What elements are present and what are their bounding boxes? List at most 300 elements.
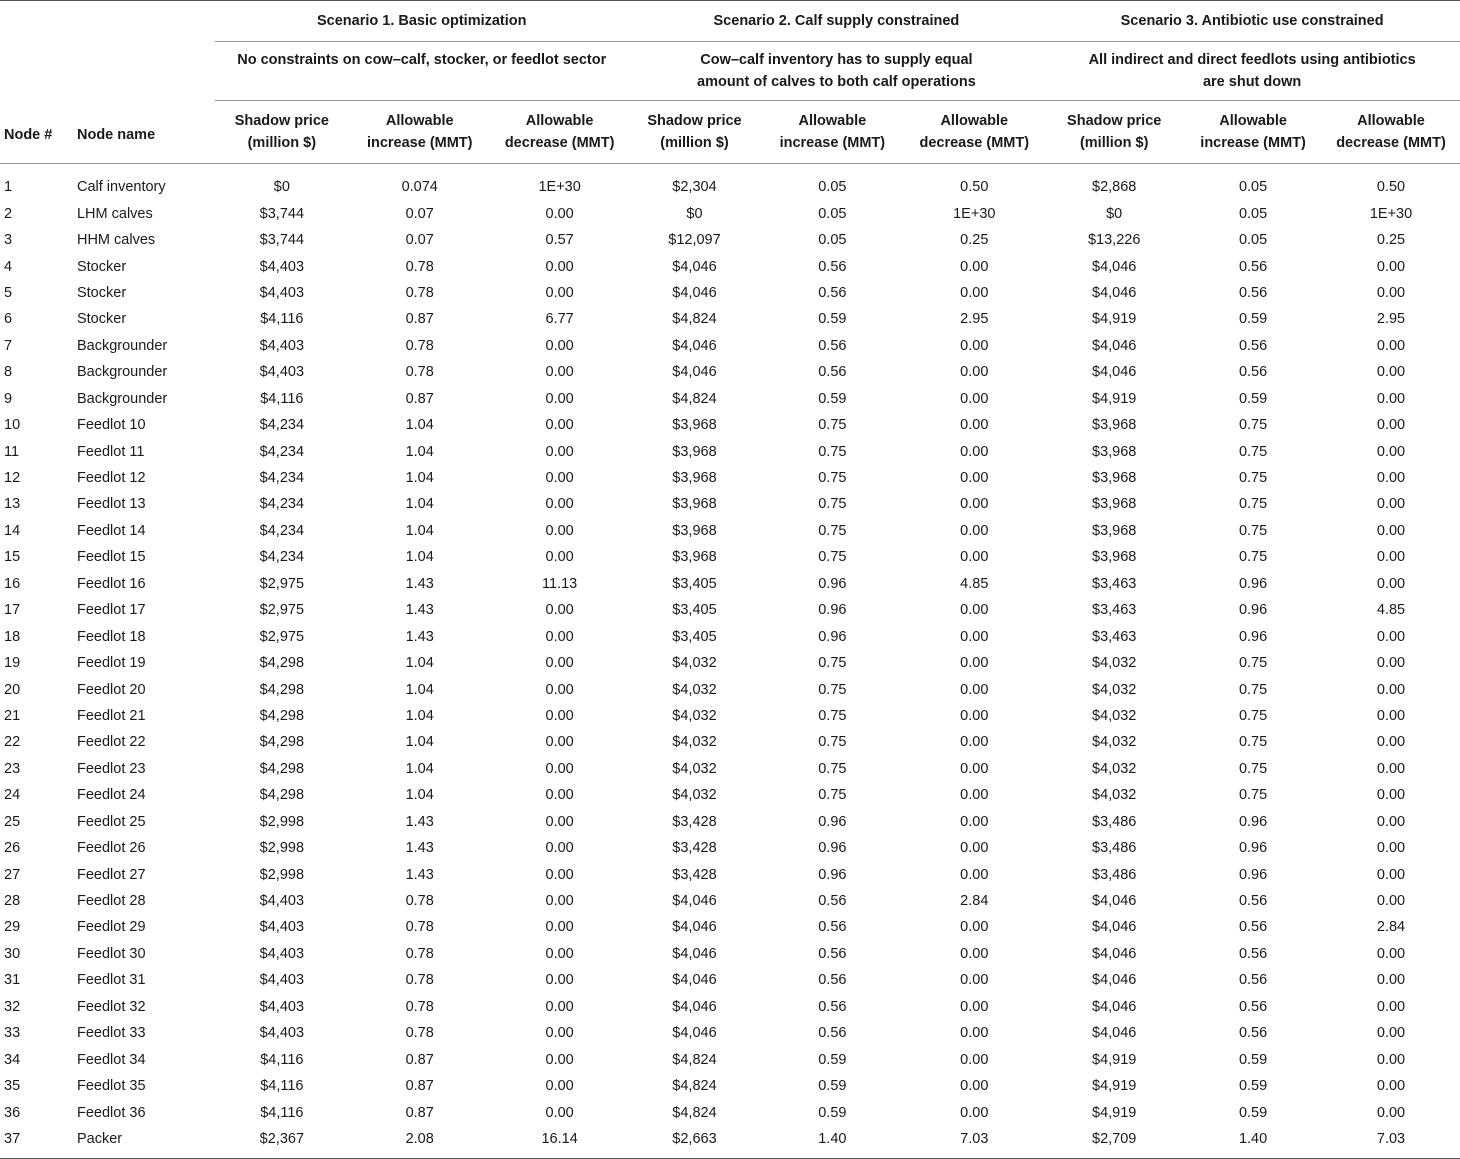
s2-shadow-price-cell: $4,824	[672, 1078, 717, 1095]
s2-shadow-price-cell: $4,032	[672, 681, 717, 698]
s2-allowable-decrease-cell: 0.00	[960, 813, 989, 830]
s3-allowable-decrease-cell: 0.00	[1376, 893, 1406, 910]
scenario-3-title: Scenario 3. Antibiotic use constrained	[1044, 1, 1460, 42]
s3-allowable-decrease-cell: 0.00	[1376, 390, 1406, 407]
s1-shadow-price-cell: $2,975	[259, 575, 305, 592]
node-number-cell: 33	[4, 1025, 21, 1042]
s2-allowable-decrease-cell: 2.84	[960, 893, 989, 910]
s2-allowable-increase-cell: 0.05	[818, 205, 847, 222]
s3-allowable-increase-cell: 0.75	[1238, 417, 1268, 434]
s2-allowable-increase-cell: 0.75	[818, 734, 847, 751]
s2-shadow-price-cell: $4,046	[672, 919, 717, 936]
table-row	[0, 1020, 1460, 1046]
s1-shadow-price-cell: $4,234	[259, 496, 305, 513]
s3-allowable-decrease-cell: 0.00	[1376, 866, 1406, 883]
s1-shadow-price-cell: $4,403	[259, 364, 305, 381]
s1-allowable-decrease-cell: 1E+30	[538, 179, 581, 196]
s2-allowable-increase-cell: 0.59	[818, 1104, 847, 1121]
s1-allowable-increase-cell: 1.04	[405, 734, 434, 751]
node-number-cell: 11	[4, 443, 20, 460]
s1-allowable-decrease-cell: 11.13	[542, 575, 578, 592]
s2-allowable-increase-cell: 0.59	[818, 1051, 847, 1068]
s2-allowable-decrease-cell: 0.00	[960, 707, 989, 724]
s3-shadow-price-cell: $4,046	[1092, 972, 1137, 989]
node-name-cell: Feedlot 27	[76, 866, 146, 883]
table-row	[0, 164, 1460, 201]
s3-shadow-price-cell: $4,919	[1092, 311, 1137, 328]
s1-shadow-price-cell: $4,298	[259, 734, 305, 751]
table-row	[0, 1126, 1460, 1159]
s1-allowable-decrease-cell: 0.00	[545, 707, 574, 724]
s3-allowable-decrease-cell: 0.00	[1376, 655, 1406, 672]
s2-allowable-decrease-cell: 0.00	[960, 945, 989, 962]
s2-shadow-price-cell: $4,046	[672, 972, 717, 989]
s1-allowable-increase-cell: 1.04	[405, 443, 434, 460]
node-number-cell: 9	[4, 390, 13, 407]
s2-allowable-decrease-cell: 0.00	[960, 734, 989, 751]
s1-allowable-decrease-cell: 0.00	[545, 522, 574, 539]
node-number-cell: 25	[4, 813, 21, 830]
header-shadow-price: Shadow price (million $)	[215, 101, 349, 164]
header-node-name: Node name	[73, 1, 215, 164]
s3-allowable-increase-cell: 0.59	[1238, 1051, 1268, 1068]
s3-allowable-increase-cell: 0.75	[1238, 549, 1268, 566]
s1-allowable-increase-cell: 0.07	[405, 232, 434, 249]
s1-shadow-price-cell: $4,403	[259, 919, 305, 936]
s2-allowable-decrease-cell: 0.00	[960, 364, 989, 381]
s1-shadow-price-cell: $4,116	[260, 1078, 304, 1095]
table-row	[0, 756, 1460, 782]
s2-allowable-increase-cell: 0.96	[818, 575, 847, 592]
s3-shadow-price-cell: $4,046	[1092, 919, 1137, 936]
scenario-2-description: Cow–calf inventory has to supply equal amount of calves to both calf operations	[629, 42, 1045, 101]
node-name-cell: Feedlot 14	[76, 522, 146, 539]
table-row	[0, 253, 1460, 279]
s2-shadow-price-cell: $3,968	[672, 522, 717, 539]
node-number-cell: 6	[4, 311, 13, 328]
s2-allowable-decrease-cell: 0.25	[960, 232, 989, 249]
s3-allowable-increase-cell: 0.56	[1238, 919, 1268, 936]
node-number-cell: 1	[4, 179, 13, 196]
s2-allowable-decrease-cell: 0.00	[960, 628, 989, 645]
s1-allowable-decrease-cell: 0.00	[545, 787, 574, 804]
s1-allowable-increase-cell: 1.43	[405, 628, 434, 645]
s1-shadow-price-cell: $4,116	[260, 390, 304, 407]
node-name-cell: Feedlot 18	[76, 628, 146, 645]
s1-allowable-increase-cell: 0.78	[405, 258, 434, 275]
s2-allowable-decrease-cell: 4.85	[960, 575, 989, 592]
s1-allowable-increase-cell: 1.04	[405, 522, 434, 539]
node-name-cell: Feedlot 24	[76, 787, 146, 804]
s1-allowable-increase-cell: 0.87	[405, 1051, 434, 1068]
s1-allowable-increase-cell: 0.78	[405, 998, 434, 1015]
s2-shadow-price-cell: $4,032	[672, 707, 717, 724]
s3-allowable-increase-cell: 0.75	[1238, 760, 1268, 777]
s1-allowable-decrease-cell: 0.00	[545, 1078, 574, 1095]
header-allowable-decrease: Allowable decrease (MMT)	[491, 101, 629, 164]
s1-allowable-increase-cell: 1.43	[405, 575, 434, 592]
s2-shadow-price-cell: $3,405	[672, 575, 717, 592]
s3-allowable-decrease-cell: 0.00	[1376, 787, 1406, 804]
s2-allowable-decrease-cell: 0.00	[960, 972, 989, 989]
s1-allowable-decrease-cell: 0.00	[545, 258, 574, 275]
node-name-cell: Feedlot 20	[76, 681, 146, 698]
s2-shadow-price-cell: $3,968	[672, 443, 717, 460]
node-name-cell: Feedlot 13	[76, 496, 146, 513]
s3-shadow-price-cell: $4,032	[1092, 787, 1137, 804]
s2-allowable-decrease-cell: 0.00	[960, 840, 989, 857]
s3-allowable-increase-cell: 0.96	[1238, 628, 1268, 645]
s2-allowable-increase-cell: 0.75	[818, 549, 847, 566]
s2-allowable-increase-cell: 0.56	[818, 364, 847, 381]
scenario-1-title: Scenario 1. Basic optimization	[215, 1, 629, 42]
s3-allowable-increase-cell: 0.75	[1238, 707, 1268, 724]
node-number-cell: 26	[4, 840, 21, 857]
s3-shadow-price-cell: $3,968	[1092, 549, 1137, 566]
node-name-cell: LHM calves	[76, 205, 153, 222]
table-row	[0, 280, 1460, 306]
s1-allowable-increase-cell: 0.074	[401, 179, 438, 196]
table-row	[0, 412, 1460, 438]
s3-allowable-decrease-cell: 0.00	[1376, 364, 1406, 381]
s3-allowable-decrease-cell: 0.00	[1376, 258, 1406, 275]
s3-allowable-decrease-cell: 1E+30	[1369, 205, 1413, 222]
table-row	[0, 438, 1460, 464]
s2-allowable-decrease-cell: 0.00	[960, 760, 989, 777]
s2-shadow-price-cell: $4,032	[672, 655, 717, 672]
s2-allowable-decrease-cell: 0.00	[960, 681, 989, 698]
s3-allowable-decrease-cell: 0.25	[1376, 232, 1406, 249]
s2-allowable-increase-cell: 1.40	[760, 1126, 904, 1159]
header-allowable-decrease: Allowable decrease (MMT)	[904, 101, 1044, 164]
s2-allowable-increase-cell: 0.59	[818, 390, 847, 407]
s2-shadow-price-cell: $3,968	[672, 417, 717, 434]
s2-allowable-decrease-cell: 0.00	[960, 1051, 989, 1068]
s1-allowable-decrease-cell: 0.00	[545, 417, 574, 434]
s1-allowable-increase-cell: 1.43	[405, 813, 434, 830]
node-number-cell: 2	[4, 205, 13, 222]
table-row	[0, 359, 1460, 385]
node-number-cell: 37	[0, 1126, 73, 1159]
s1-shadow-price-cell: $2,975	[259, 628, 305, 645]
node-name-cell: Feedlot 15	[76, 549, 146, 566]
table-row	[0, 782, 1460, 808]
s2-allowable-increase-cell: 0.56	[818, 284, 847, 301]
s3-allowable-increase-cell: 0.05	[1238, 179, 1268, 196]
s1-shadow-price-cell: $2,998	[259, 813, 305, 830]
node-number-cell: 29	[4, 919, 21, 936]
node-number-cell: 32	[4, 998, 21, 1015]
s1-allowable-decrease-cell: 0.00	[545, 840, 574, 857]
s1-allowable-decrease-cell: 0.00	[545, 549, 574, 566]
s2-allowable-increase-cell: 0.75	[818, 707, 847, 724]
s2-allowable-decrease-cell: 0.00	[960, 284, 989, 301]
s3-allowable-increase-cell: 0.96	[1238, 866, 1268, 883]
s2-allowable-decrease-cell: 7.03	[904, 1126, 1044, 1159]
s1-allowable-increase-cell: 1.43	[405, 866, 434, 883]
s1-allowable-decrease-cell: 0.00	[545, 972, 574, 989]
s2-allowable-increase-cell: 0.59	[818, 311, 847, 328]
table-row	[0, 571, 1460, 597]
node-name-cell: Feedlot 23	[76, 760, 146, 777]
s2-shadow-price-cell: $3,968	[672, 470, 717, 487]
node-number-cell: 7	[4, 337, 13, 354]
s1-allowable-decrease-cell: 0.00	[545, 1104, 574, 1121]
table-row	[0, 1099, 1460, 1125]
s3-shadow-price-cell: $3,486	[1092, 813, 1137, 830]
table-row	[0, 200, 1460, 226]
s3-allowable-increase-cell: 0.05	[1238, 205, 1268, 222]
s2-allowable-decrease-cell: 0.50	[960, 179, 989, 196]
s3-shadow-price-cell: $3,968	[1092, 470, 1137, 487]
s3-shadow-price-cell: $4,046	[1092, 364, 1137, 381]
table-row	[0, 888, 1460, 914]
s2-allowable-decrease-cell: 0.00	[960, 522, 989, 539]
s1-allowable-decrease-cell: 0.00	[545, 866, 574, 883]
s3-allowable-increase-cell: 0.56	[1238, 998, 1268, 1015]
s3-allowable-decrease-cell: 0.00	[1376, 496, 1406, 513]
s3-shadow-price-cell: $3,486	[1092, 866, 1137, 883]
s3-allowable-increase-cell: 0.56	[1238, 284, 1268, 301]
node-number-cell: 14	[4, 522, 21, 539]
s3-shadow-price-cell: $4,046	[1092, 284, 1137, 301]
s2-shadow-price-cell: $3,968	[672, 549, 717, 566]
s1-allowable-increase-cell: 0.78	[405, 1025, 434, 1042]
node-number-cell: 10	[4, 417, 21, 434]
s3-allowable-decrease-cell: 0.00	[1376, 1051, 1406, 1068]
s2-shadow-price-cell: $3,428	[672, 866, 717, 883]
s3-allowable-increase-cell: 0.59	[1238, 1104, 1268, 1121]
table-body	[0, 164, 1460, 1159]
s1-shadow-price-cell: $4,298	[259, 655, 305, 672]
s1-allowable-decrease-cell: 0.00	[545, 919, 574, 936]
s2-allowable-increase-cell: 0.59	[818, 1078, 847, 1095]
s3-shadow-price-cell: $4,046	[1092, 258, 1137, 275]
s1-shadow-price-cell: $4,403	[259, 1025, 305, 1042]
s2-allowable-decrease-cell: 0.00	[960, 470, 989, 487]
s2-allowable-increase-cell: 0.75	[818, 655, 847, 672]
s3-shadow-price-cell: $4,032	[1092, 681, 1137, 698]
s3-shadow-price-cell: $3,968	[1092, 522, 1137, 539]
s2-allowable-increase-cell: 0.75	[818, 522, 847, 539]
s1-shadow-price-cell: $2,998	[259, 866, 305, 883]
s3-allowable-decrease-cell: 0.00	[1376, 734, 1406, 751]
s3-allowable-increase-cell: 0.56	[1238, 258, 1268, 275]
table-row	[0, 306, 1460, 332]
s3-allowable-decrease-cell: 0.00	[1376, 760, 1406, 777]
s2-shadow-price-cell: $3,428	[672, 813, 717, 830]
s3-shadow-price-cell: $3,486	[1092, 840, 1137, 857]
s1-allowable-increase-cell: 0.78	[405, 284, 434, 301]
node-number-cell: 19	[4, 655, 21, 672]
s3-allowable-increase-cell: 0.96	[1238, 575, 1268, 592]
s2-shadow-price-cell: $4,032	[672, 787, 717, 804]
node-name-cell: HHM calves	[76, 232, 156, 249]
s1-allowable-increase-cell: 0.87	[405, 311, 434, 328]
s2-allowable-increase-cell: 0.56	[818, 945, 847, 962]
s3-allowable-decrease-cell: 0.00	[1376, 945, 1406, 962]
s3-shadow-price-cell: $4,032	[1092, 707, 1137, 724]
s3-allowable-increase-cell: 0.59	[1238, 311, 1268, 328]
s1-allowable-decrease-cell: 0.57	[545, 232, 574, 249]
s3-allowable-increase-cell: 0.56	[1238, 893, 1268, 910]
table-row	[0, 465, 1460, 491]
node-number-cell: 22	[4, 734, 21, 751]
s3-shadow-price-cell: $4,032	[1092, 734, 1137, 751]
s3-allowable-increase-cell: 0.75	[1238, 522, 1268, 539]
s2-allowable-decrease-cell: 0.00	[960, 496, 989, 513]
node-number-cell: 17	[4, 602, 21, 619]
s2-shadow-price-cell: $4,046	[672, 998, 717, 1015]
s3-allowable-decrease-cell: 2.84	[1376, 919, 1406, 936]
s2-allowable-decrease-cell: 0.00	[960, 1078, 989, 1095]
s2-allowable-increase-cell: 0.75	[818, 443, 847, 460]
scenario-2-title: Scenario 2. Calf supply constrained	[629, 1, 1045, 42]
s2-allowable-increase-cell: 0.05	[818, 179, 847, 196]
s3-shadow-price-cell: $4,919	[1092, 390, 1137, 407]
s2-shadow-price-cell: $3,428	[672, 840, 717, 857]
header-allowable-decrease: Allowable decrease (MMT)	[1322, 101, 1460, 164]
s1-allowable-decrease-cell: 0.00	[545, 364, 574, 381]
table-row	[0, 1073, 1460, 1099]
s3-shadow-price-cell: $4,032	[1092, 655, 1137, 672]
s1-allowable-decrease-cell: 0.00	[545, 760, 574, 777]
node-name-cell: Feedlot 10	[76, 417, 146, 434]
scenario-3-description: All indirect and direct feedlots using antibiotics are shut down	[1044, 42, 1460, 101]
s3-allowable-increase-cell: 0.75	[1238, 787, 1268, 804]
s3-allowable-increase-cell: 0.56	[1238, 945, 1268, 962]
node-name-cell: Feedlot 35	[76, 1078, 146, 1095]
table-row	[0, 491, 1460, 517]
node-name-cell: Feedlot 32	[76, 998, 146, 1015]
node-number-cell: 35	[4, 1078, 21, 1095]
s3-allowable-decrease-cell: 0.00	[1376, 417, 1406, 434]
table-row	[0, 809, 1460, 835]
table-row	[0, 729, 1460, 755]
s1-shadow-price-cell: $4,234	[259, 417, 305, 434]
s1-shadow-price-cell: $4,403	[259, 998, 305, 1015]
node-name-cell: Feedlot 26	[76, 840, 146, 857]
node-name-cell: Feedlot 21	[76, 707, 146, 724]
s2-allowable-increase-cell: 0.56	[818, 1025, 847, 1042]
s2-shadow-price-cell: $4,046	[672, 364, 717, 381]
s2-allowable-increase-cell: 0.56	[818, 337, 847, 354]
node-number-cell: 4	[4, 258, 13, 275]
s3-allowable-decrease-cell: 0.00	[1376, 1104, 1406, 1121]
s2-allowable-increase-cell: 0.56	[818, 998, 847, 1015]
s1-shadow-price-cell: $4,298	[259, 787, 305, 804]
s2-allowable-increase-cell: 0.56	[818, 258, 847, 275]
s1-shadow-price-cell: $3,744	[259, 232, 305, 249]
s2-shadow-price-cell: $4,032	[672, 760, 717, 777]
node-name-cell: Feedlot 12	[76, 470, 146, 487]
s2-allowable-increase-cell: 0.96	[818, 866, 847, 883]
header-shadow-price: Shadow price (million $)	[629, 101, 761, 164]
node-number-cell: 13	[4, 496, 21, 513]
s1-shadow-price-cell: $2,975	[259, 602, 305, 619]
s1-allowable-increase-cell: 0.87	[405, 1078, 434, 1095]
s3-allowable-decrease-cell: 0.00	[1376, 575, 1406, 592]
s3-allowable-decrease-cell: 0.00	[1376, 840, 1406, 857]
s2-allowable-increase-cell: 0.75	[818, 496, 847, 513]
node-number-cell: 20	[4, 681, 21, 698]
s1-allowable-increase-cell: 0.07	[405, 205, 434, 222]
s1-allowable-increase-cell: 0.78	[405, 893, 434, 910]
s1-allowable-decrease-cell: 0.00	[545, 813, 574, 830]
s1-allowable-decrease-cell: 0.00	[545, 893, 574, 910]
s1-allowable-increase-cell: 0.78	[405, 364, 434, 381]
s2-allowable-increase-cell: 0.75	[818, 760, 847, 777]
s1-allowable-decrease-cell: 0.00	[545, 602, 574, 619]
s1-shadow-price-cell: $4,403	[259, 284, 305, 301]
s2-allowable-decrease-cell: 0.00	[960, 1025, 989, 1042]
s2-allowable-increase-cell: 0.96	[818, 602, 847, 619]
s1-allowable-decrease-cell: 0.00	[545, 443, 574, 460]
s1-allowable-increase-cell: 1.04	[405, 707, 434, 724]
s3-shadow-price-cell: $4,046	[1092, 998, 1137, 1015]
s2-shadow-price-cell: $4,046	[672, 1025, 717, 1042]
s2-shadow-price-cell: $4,824	[672, 1104, 717, 1121]
node-number-cell: 24	[4, 787, 21, 804]
s2-allowable-decrease-cell: 0.00	[960, 337, 989, 354]
s2-allowable-increase-cell: 0.75	[818, 681, 847, 698]
s1-shadow-price-cell: $2,998	[259, 840, 305, 857]
s3-allowable-increase-cell: 0.75	[1238, 496, 1268, 513]
s2-allowable-decrease-cell: 0.00	[960, 258, 989, 275]
s1-shadow-price-cell: $4,116	[260, 1051, 304, 1068]
s3-allowable-increase-cell: 0.96	[1238, 813, 1268, 830]
s1-shadow-price-cell: $2,367	[215, 1126, 349, 1159]
header-shadow-price: Shadow price (million $)	[1044, 101, 1184, 164]
s1-allowable-increase-cell: 0.78	[405, 945, 434, 962]
s2-shadow-price-cell: $2,663	[629, 1126, 761, 1159]
s3-allowable-decrease-cell: 0.00	[1376, 1025, 1406, 1042]
table-row	[0, 597, 1460, 623]
s1-allowable-increase-cell: 1.04	[405, 470, 434, 487]
s2-shadow-price-cell: $0	[686, 205, 703, 222]
s3-allowable-increase-cell: 0.75	[1238, 681, 1268, 698]
s1-allowable-increase-cell: 1.04	[405, 655, 434, 672]
node-name-cell: Stocker	[76, 284, 127, 301]
s3-allowable-decrease-cell: 0.00	[1376, 707, 1406, 724]
s2-allowable-decrease-cell: 2.95	[960, 311, 989, 328]
s1-allowable-decrease-cell: 0.00	[545, 390, 574, 407]
node-name-cell: Feedlot 34	[76, 1051, 146, 1068]
table-row	[0, 967, 1460, 993]
s1-allowable-increase-cell: 0.78	[405, 972, 434, 989]
s3-allowable-decrease-cell: 0.00	[1376, 813, 1406, 830]
s2-allowable-decrease-cell: 0.00	[960, 417, 989, 434]
node-name-cell: Feedlot 25	[76, 813, 146, 830]
table-row	[0, 703, 1460, 729]
s1-shadow-price-cell: $4,403	[259, 945, 305, 962]
s3-allowable-increase-cell: 0.56	[1238, 972, 1268, 989]
node-number-cell: 34	[4, 1051, 21, 1068]
s3-shadow-price-cell: $4,919	[1092, 1104, 1137, 1121]
s2-allowable-increase-cell: 0.56	[818, 972, 847, 989]
s2-allowable-decrease-cell: 0.00	[960, 390, 989, 407]
s3-shadow-price-cell: $4,046	[1092, 945, 1137, 962]
node-name-cell: Feedlot 29	[76, 919, 146, 936]
s1-allowable-increase-cell: 0.87	[405, 1104, 434, 1121]
s1-shadow-price-cell: $4,403	[259, 337, 305, 354]
s3-shadow-price-cell: $3,463	[1092, 602, 1137, 619]
table-row	[0, 1046, 1460, 1072]
s3-allowable-decrease-cell: 0.00	[1376, 284, 1406, 301]
s3-allowable-decrease-cell: 0.00	[1376, 1078, 1406, 1095]
s3-shadow-price-cell: $3,968	[1092, 496, 1137, 513]
s3-allowable-decrease-cell: 7.03	[1322, 1126, 1460, 1159]
